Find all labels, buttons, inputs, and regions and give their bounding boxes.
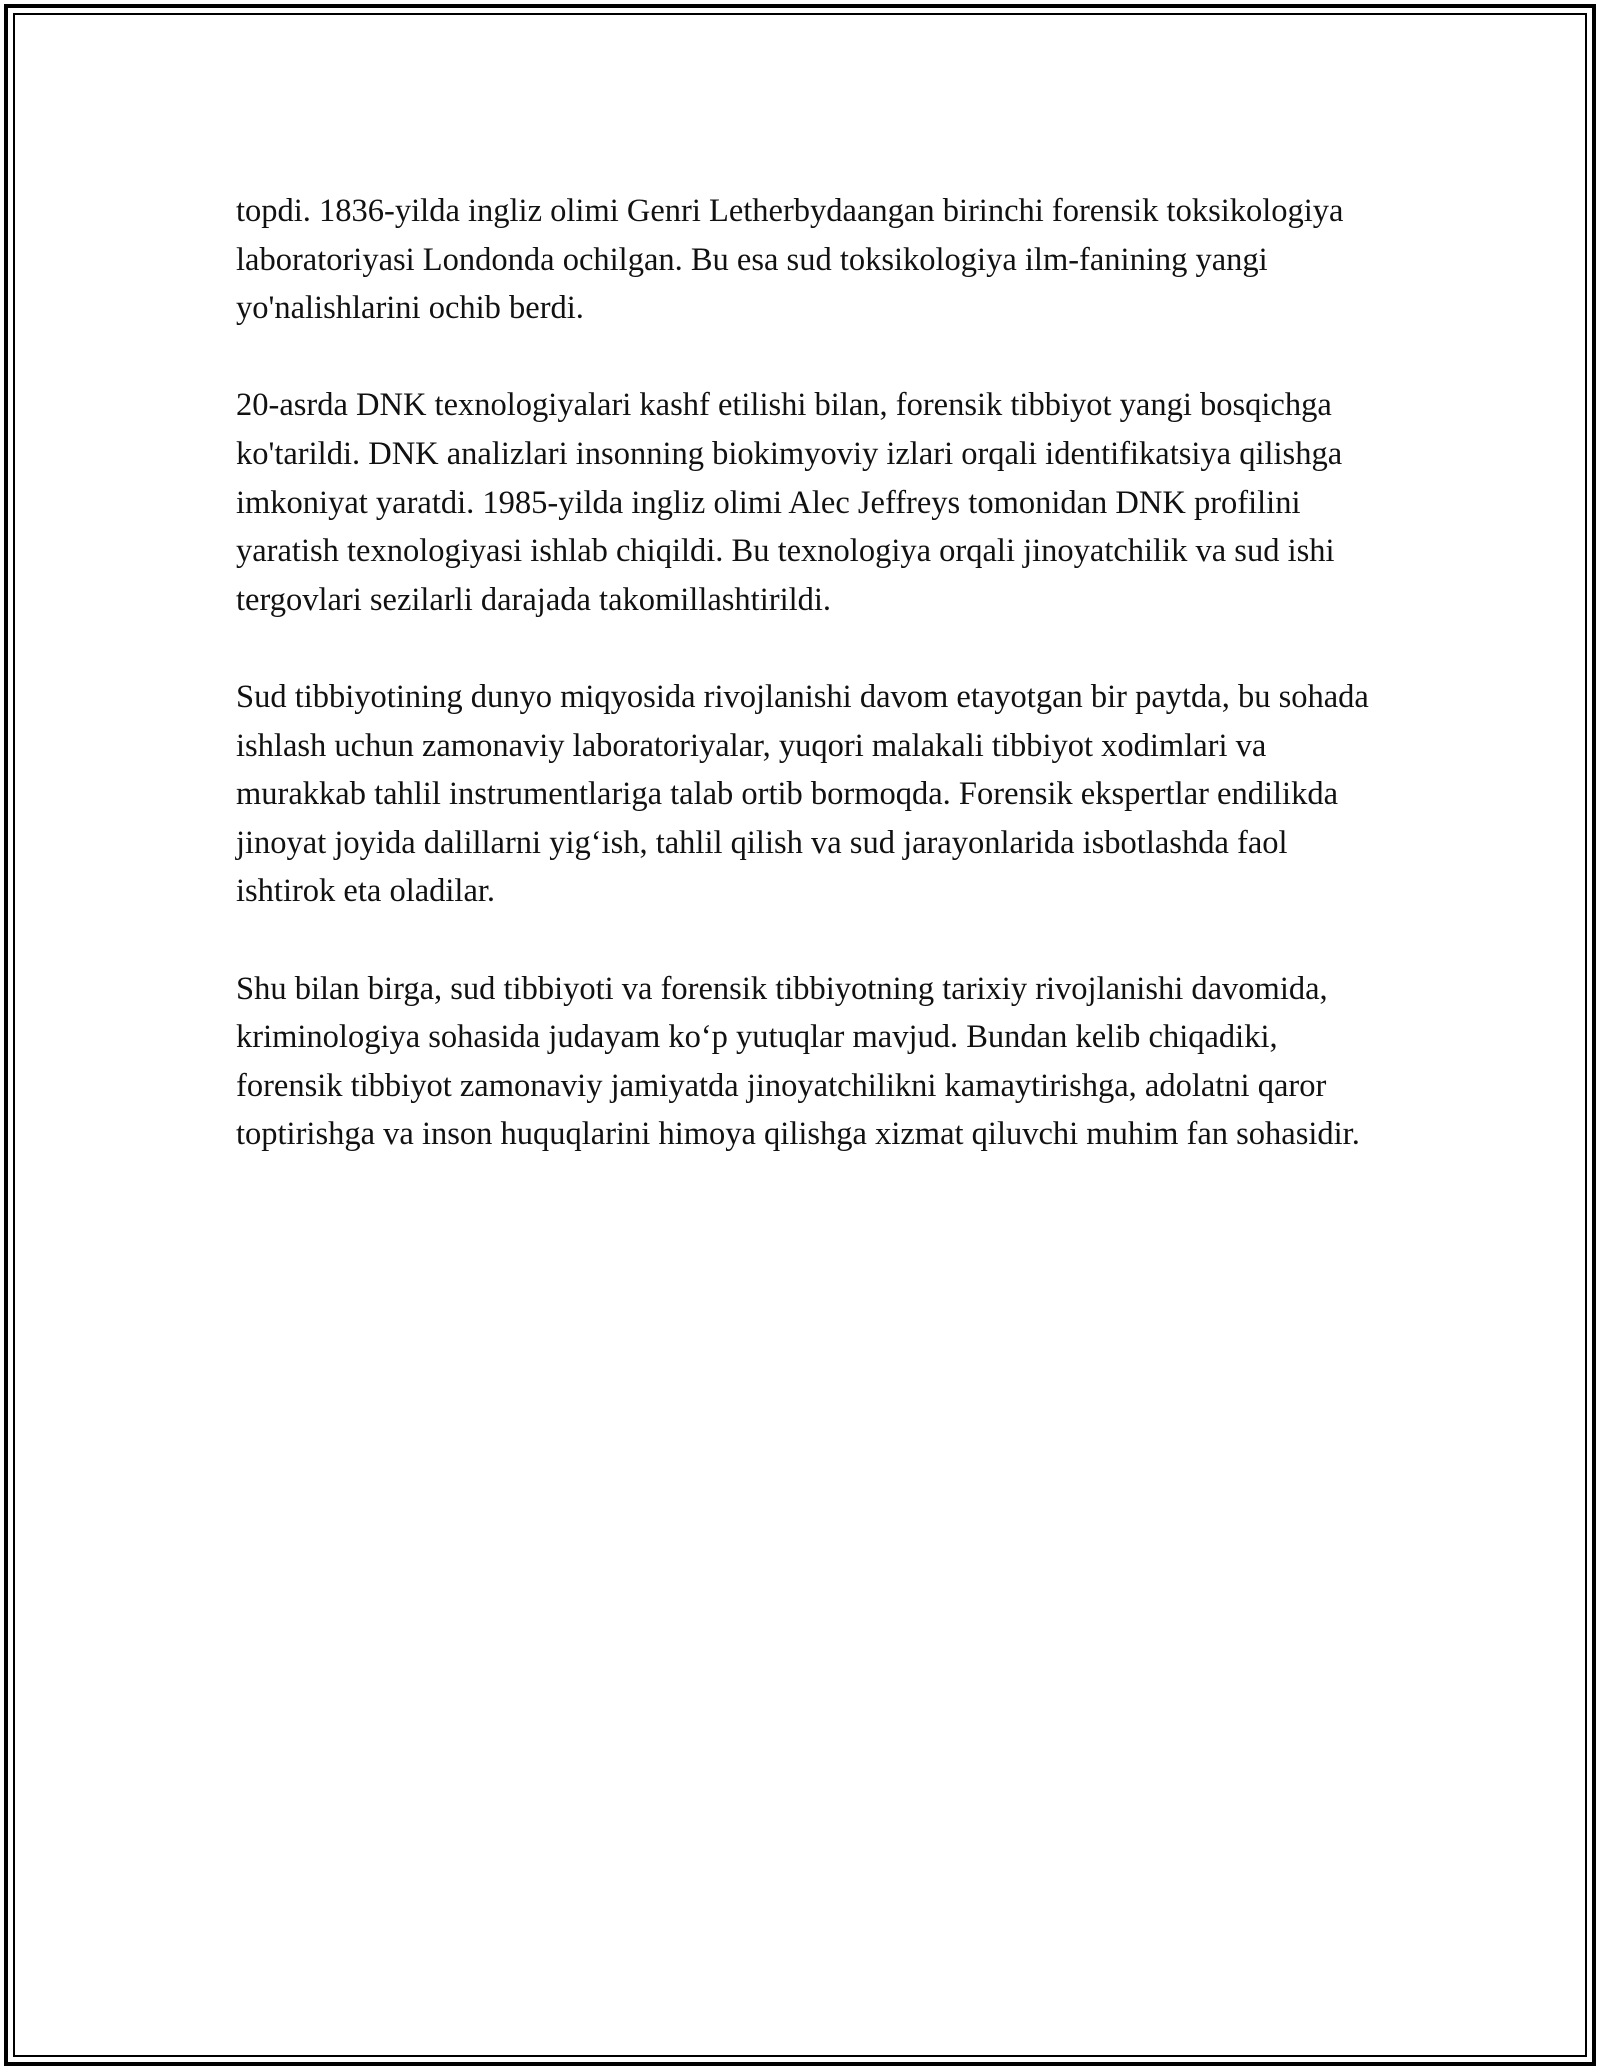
paragraph-2: 20-asrda DNK texnologiyalari kashf etilishi bilan, forensik tibbiyot yangi bosqichga ko'tarildi. DNK analizlari insonning biokimyoviy izlari orqali identifikatsiya qilishga imkoniyat yaratdi. 1985-yilda ingliz olimi Alec Jeffreys tomonidan DNK profilini yaratish texnologiyasi ishlab chiqildi. Bu texnologiya orqali jinoyatchilik va sud ishi tergovlari sezilarli darajada takomillashtirildi. bbox=[236, 387, 1343, 618]
paragraph-3: Sud tibbiyotining dunyo miqyosida rivojlanishi davom etayotgan bir paytda, bu sohada ishlash uchun zamonaviy laboratoriyalar, yuqori malakali tibbiyot xodimlari va murakkab tahlil instrumentlariga talab ortib bormoqda. Forensik ekspertlar endilikda jinoyat joyida dalillarni yig‘ish, tahlil qilish va sud jarayonlarida isbotlashda faol ishtirok eta oladilar. bbox=[236, 678, 1369, 910]
document-body bbox=[236, 187, 1376, 1207]
paragraph-4: Shu bilan birga, sud tibbiyoti va forensik tibbiyotning tarixiy rivojlanishi davomida, kriminologiya sohasida judayam ko‘p yutuqlar mavjud. Bundan kelib chiqadiki, forensik tibbiyot zamonaviy jamiyatda jinoyatchilikni kamaytirishga, adolatni qaror toptirishga va inson huquqlarini himoya qilishga xizmat qiluvchi muhim fan sohasidir. bbox=[236, 970, 1360, 1153]
paragraph-1: topdi. 1836-yilda ingliz olimi Genri Letherbydaangan birinchi forensik toksikologiya laboratoriyasi Londonda ochilgan. Bu esa sud toksikologiya ilm-fanining yangi yo'nalishlarini ochib berdi. bbox=[236, 193, 1344, 327]
